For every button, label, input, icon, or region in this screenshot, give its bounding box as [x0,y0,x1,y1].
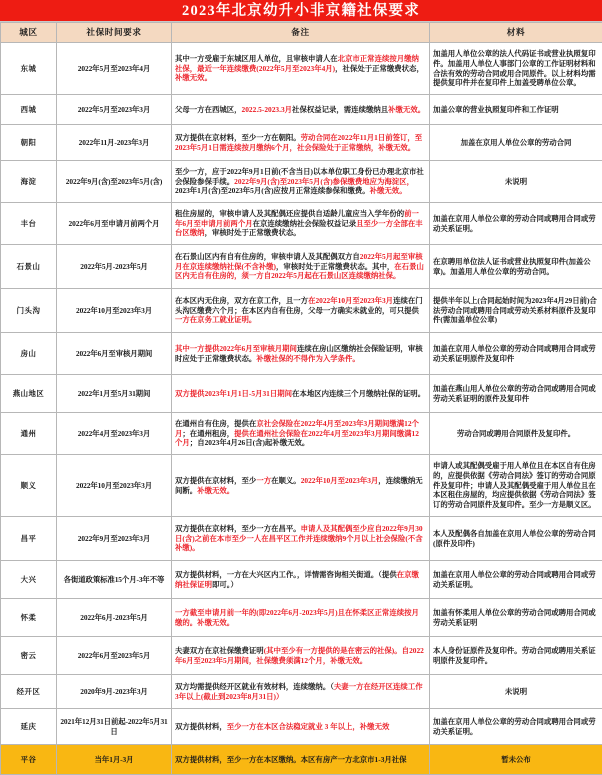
cell-material [430,709,602,745]
cell-remark [172,95,430,125]
remark-segment: ，连续缴纳无间断。 [175,476,423,495]
cell-remark [172,675,430,709]
remark-segment: 至少一方，应于2022年9月1日前(不含当日)以本单位职工身份已办理北京市社会保险参保手续。 [175,167,424,186]
cell-time-requirement: 2022年4月至2023年3月 [57,413,172,455]
remark-segment: 夫妻一方在经开区连续工作3年以上(截止到2023年8月31日) [175,682,423,701]
cell-district: 通州 [1,413,57,455]
remark-segment: 双方提供在京材料，至少 [175,476,256,485]
material-segment: 加盖用人单位公章的法人代码证书或营业执照复印件。加盖用人单位人事部门公章的工作证明材料和合法有效的劳动合同或用合同原件。以上材料均需提供复印件并在复印件上加盖受聘单位公章。 [433,49,596,87]
cell-district: 经开区 [1,675,57,709]
material-segment: 在京聘用单位法人证书或营业执照复印件(加盖公章)。加盖用人单位公章的劳动合同。 [433,257,591,276]
cell-district: 朝阳 [1,125,57,161]
cell-district: 燕山地区 [1,375,57,413]
remark-segment: 2022年10月至2023年3月 [301,476,379,485]
table-body [1,43,602,775]
cell-material [430,125,602,161]
cell-time-requirement: 2022年10月至2023年3月 [57,455,172,517]
table-row [1,95,602,125]
cell-remark [172,203,430,245]
cell-district: 石景山 [1,245,57,289]
table-row [1,333,602,375]
material-segment: 未说明 [505,687,527,696]
remark-segment: 在本区内无住房， [175,296,234,305]
remark-segment: 即可。） [212,580,238,589]
remark-segment: 且至少一方全部在丰台区缴纳 [175,219,423,238]
cell-material [430,289,602,333]
table-header-row [1,23,602,43]
cell-material [430,43,602,95]
cell-time-requirement: 2022年6月-2023年5月 [57,599,172,637]
table-row [1,43,602,95]
material-segment: 提供半年以上(合同起始时间为2023年4月29日前)合法劳动合同或聘用合同或劳动关系材料原件及复印件(需加盖单位公章) [433,296,597,325]
cell-remark [172,599,430,637]
remark-segment: 在石景山区内无自有住房的，须一方自2022年5月起在石景山区连续缴纳社保。 [175,262,424,281]
remark-segment: 租住房屋的，审核申请人及其配偶还应提供自适龄儿童应当入学年份的 [175,209,404,218]
cell-material [430,599,602,637]
cell-material [430,637,602,675]
cell-remark [172,637,430,675]
cell-material [430,561,602,599]
remark-segment: 申请人及其配偶至少应自2022年9月30日(含)之前在本市至少一人在昌平区工作并连续缴纳9个月以上社会保险(不含补缴)。 [175,524,423,553]
remark-segment: 2022.5-2023.3月 [242,105,293,114]
remark-segment: 双方在京工作，且一方 [234,296,308,305]
table-row [1,203,602,245]
remark-segment: 。自2022年6月至2023年5月期间，社保缴费须满12个月，补缴无效。 [175,646,424,665]
table-row [1,561,602,599]
cell-district: 东城 [1,43,57,95]
remark-segment: 补缴无效。 [388,105,425,114]
page-title: 2023年北京幼升小非京籍社保要求 [0,0,602,22]
remark-segment: 审核申请人及其配偶双方自 [271,252,360,261]
remark-segment: 双方提供材料，一方在大兴区内工作。，详情需咨询相关街道。（提供 [175,570,397,579]
material-segment: 申请人或其配偶受雇于用人单位且在本区自有住房的，应提供依据《劳动合同法》签订的劳动合同原件及复印件；申请人及其配偶受雇于用人单位且在本区租住房屋的，均应提供依据《劳动合同法》签订的劳动合同原件及复印件。至少一方是顺义区。 [433,461,596,509]
cell-district: 顺义 [1,455,57,517]
remark-segment: 一方截至申请月前一年的(即2022年6月-2023年5月)且在怀柔区正常连续按月缴的。补缴无效。 [175,608,419,627]
remark-segment: 2023年1月1日-5月31日期间 [205,389,292,398]
remark-segment: 补缴无效。 [197,486,234,495]
remark-segment: ） [276,692,283,701]
cell-time-requirement: 2022年6月至2023年5月 [57,637,172,675]
cell-material [430,413,602,455]
material-segment: 本人及配偶各自加盖在京用人单位公章的劳动合同(原件及印件) [433,529,596,548]
remark-segment: 补缴无效。 [175,73,212,82]
remark-segment: 补缴社保的不得作为入学条件。 [256,354,359,363]
remark-segment: 前一年6月至申请月前两个月 [175,209,419,228]
cell-material [430,675,602,709]
remark-segment: 其中一方受雇于东城区用人单位，且审核申请人在 [175,54,338,63]
table-row [1,125,602,161]
cell-time-requirement: 2020年9月-2023年3月 [57,675,172,709]
cell-district: 门头沟 [1,289,57,333]
cell-time-requirement: 2022年5月至2023年4月 [57,43,172,95]
cell-material [430,161,602,203]
cell-material [430,203,602,245]
remark-segment: 提供在 [234,419,256,428]
cell-district: 密云 [1,637,57,675]
cell-material [430,517,602,561]
remark-segment: 双方提供 [175,389,205,398]
remark-segment: 在顺义。 [271,476,301,485]
material-segment: 未说明 [505,177,527,186]
remark-segment: 提供在通州社会保险在2022年4月至2023年3月期间缴满12个月 [175,429,419,448]
remark-segment: ，社保处于正常缴费状态， [335,64,424,73]
cell-remark [172,375,430,413]
remark-segment: 在京缴纳社保证明 [175,570,419,589]
cell-time-requirement: 2022年6月至审核月期间 [57,333,172,375]
table-row [1,745,602,775]
cell-remark [172,161,430,203]
cell-district: 大兴 [1,561,57,599]
material-segment: 加盖在京用人单位公章的劳动合同 [461,138,572,147]
remark-segment: 在京连续缴纳社会保险权益记录 [253,219,356,228]
cell-district: 西城 [1,95,57,125]
material-segment: 加盖有怀柔用人单位公章的劳动合同或聘用合同或劳动关系证明 [433,608,596,627]
cell-remark [172,43,430,95]
remark-segment: 京社会保险在2022年4月至2023年3月期间缴满12个月 [175,419,419,438]
table-row [1,289,602,333]
remark-segment: 社保权益记录，需连续缴纳且 [292,105,388,114]
cell-time-requirement: 2022年9月(含)至2023年5月(含) [57,161,172,203]
requirements-table [0,22,602,775]
cell-remark [172,455,430,517]
cell-material [430,333,602,375]
remark-segment: 父母一方在西城区， [175,105,242,114]
cell-remark [172,413,430,455]
material-segment: 加盖在京用人单位公章的劳动合同或聘用合同或劳动关系证明。 [433,214,596,233]
column-header-district: 城区 [1,23,57,43]
remark-segment: 一方 [256,476,271,485]
remark-segment: 在本地区内连续三个月缴纳社保的证明。 [292,389,425,398]
remark-segment: 双方提供在京材料，至少一方在朝阳。 [175,133,301,142]
material-segment: 加盖在京用人单位公章的劳动合同或聘用合同或劳动关系证明。 [433,570,596,589]
remark-segment: 双方提供在京材料，至少一方在昌平。 [175,524,301,533]
material-segment: 暂未公布 [501,755,531,764]
cell-remark [172,517,430,561]
cell-time-requirement: 2022年11月-2023年3月 [57,125,172,161]
cell-remark [172,745,430,775]
cell-material [430,375,602,413]
remark-segment: 一方在京务工就业证明。 [175,315,256,324]
cell-time-requirement: 当年1月-3月 [57,745,172,775]
cell-time-requirement: 2022年5月至2023年3月 [57,95,172,125]
table-row [1,245,602,289]
cell-material [430,455,602,517]
remark-segment: 2022年5月起至审核月在京连续缴纳社保(不含补缴) [175,252,423,271]
remark-segment: 2022年9月(含)至2023年5月(含)参保缴费地应为海淀区， [234,177,414,186]
remark-segment: 在本区内自有住房， [242,306,309,315]
remark-segment: 补缴无效。 [370,186,407,195]
cell-remark [172,289,430,333]
remark-segment: 双方均需提供经开区就业有效材料，连续缴纳。（ [175,682,334,691]
table-row [1,599,602,637]
cell-time-requirement: 2021年12月31日前起-2022年5月31日 [57,709,172,745]
cell-district: 海淀 [1,161,57,203]
table-row [1,413,602,455]
remark-segment: 连续在门头沟区缴费六个月； [175,296,423,315]
table-row [1,709,602,745]
remark-segment: ，审核时处于正常缴费状态。其中， [276,262,394,271]
column-header-remark: 备注 [172,23,430,43]
cell-time-requirement: 2022年1月至5月31期间 [57,375,172,413]
material-segment: 本人身份证原件及复印件。劳动合同或聘用关系证明原件及复印件。 [433,646,596,665]
cell-material [430,745,602,775]
table-row [1,517,602,561]
remark-segment: 夫妻双方在京社保缴费证明 [175,646,264,655]
remark-segment: 在通州自有住房， [175,419,234,428]
remark-segment: 父母一方确实未就业的，可只提供 [308,306,419,315]
cell-time-requirement: 2022年5月-2023年5月 [57,245,172,289]
remark-segment: ；自2023年4月26日(含)起补缴无效。 [190,438,309,447]
cell-material [430,95,602,125]
remark-segment: 2023年1月(含)至2023年5月(含)应按月正常连续参保和缴费。 [175,186,370,195]
table-header [1,23,602,43]
cell-time-requirement: 2022年9月至2023年3月 [57,517,172,561]
remark-segment: 双方提供材料，至少一方在本区缴纳。本区有房产一方北京市1-3月社保 [175,755,407,764]
remark-segment: ，审核时处于正常缴费状态。 [205,228,301,237]
cell-material [430,245,602,289]
column-header-material: 材料 [430,23,602,43]
cell-time-requirement: 2022年10月至2023年3月 [57,289,172,333]
material-segment: 加盖公章的营业执照复印件和工作证明 [433,105,559,114]
table-row [1,455,602,517]
table-row [1,375,602,413]
cell-district: 丰台 [1,203,57,245]
cell-remark [172,333,430,375]
cell-remark [172,709,430,745]
material-segment: 加盖在燕山用人单位公章的劳动合同或聘用合同或劳动关系证明的原件及复印件 [433,384,596,403]
cell-remark [172,561,430,599]
cell-district: 房山 [1,333,57,375]
material-segment: 加盖在京用人单位公章的劳动合同或聘用合同或劳动关系证明原件及复印件 [433,344,596,363]
cell-remark [172,125,430,161]
cell-remark [172,245,430,289]
cell-district: 昌平 [1,517,57,561]
remark-segment: (其中至少有一方提供的是在密云的社保) [264,646,395,655]
remark-segment: 其中一方提供2022年6月至审核月期间 [175,344,297,353]
remark-segment: ；在通州租房， [182,429,234,438]
remark-segment: 至少一方在本区合法稳定就业 3 年以上，补缴无效 [227,722,390,731]
cell-time-requirement: 2022年6月至申请月前两个月 [57,203,172,245]
material-segment: 劳动合同或聘用合同原件及复印件。 [457,429,575,438]
table-row [1,675,602,709]
remark-segment: 在2022年10月至2023年3月 [308,296,393,305]
remark-segment: 在石景山区内有自有住房的， [175,252,271,261]
column-header-time: 社保时间要求 [57,23,172,43]
cell-district: 怀柔 [1,599,57,637]
cell-district: 平谷 [1,745,57,775]
material-segment: 加盖在京用人单位公章的劳动合同或聘用合同或劳动关系证明。 [433,717,596,736]
table-row [1,161,602,203]
cell-time-requirement: 各街道政策标准15个月-3年不等 [57,561,172,599]
remark-segment: 北京市正常连续按月缴纳社保，最近一年连续缴费(2022年5月至2023年4月) [175,54,419,73]
cell-district: 延庆 [1,709,57,745]
table-row [1,637,602,675]
remark-segment: 劳动合同在2022年11月1日前签订，至2023年5月1日需连续按月缴纳6个月，社会保险处于正常缴纳，补缴无效。 [175,133,422,152]
remark-segment: 双方提供材料， [175,722,227,731]
remark-segment: 连续在房山区缴纳社会保险证明，审核时应处于正常缴费状态。 [175,344,423,363]
